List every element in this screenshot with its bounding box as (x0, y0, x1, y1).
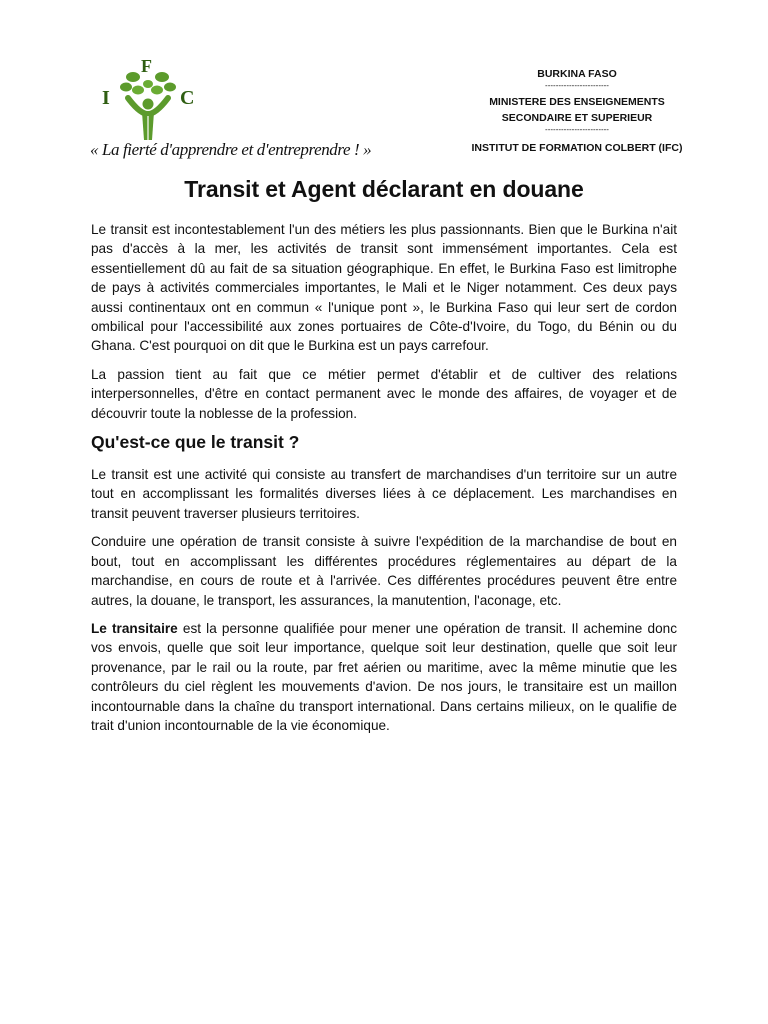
document-body (91, 220, 677, 744)
ministry-line-1: MINISTERE DES ENSEIGNEMENTS (489, 96, 665, 108)
ifc-logo (96, 54, 206, 144)
tree-logo-icon (96, 54, 206, 144)
logo-letter-f: F (141, 56, 152, 76)
institute-name: INSTITUT DE FORMATION COLBERT (IFC) (471, 142, 683, 154)
logo-letter-c: C (180, 87, 195, 109)
paragraph-definition: Le transit est une activité qui consiste au transfert de marchandises d'un territoire sur un autre tout en accomplissant les formalités diverses liées à ce déplacement. Les marchandises en transit peuvent traverser plusieurs territoires. (91, 467, 677, 521)
document-title: Transit et Agent déclarant en douane (184, 176, 584, 202)
ministry-header (452, 66, 702, 156)
paragraph-transitaire (91, 619, 677, 735)
institute-motto: « La fierté d'apprendre et d'entreprendre ! » (90, 140, 372, 159)
paragraph-operation: Conduire une opération de transit consiste à suivre l'expédition de la marchandise de bout en bout, tout en accomplissant les différentes procédures réglementaires au départ de la marchandise, en cours de route et à l'arrivée. Ces différentes procédures peuvent être entre autres, la douane, le transport, les assurances, la manutention, l'aconage, etc. (91, 534, 677, 608)
header-separator: ------------------------ (545, 81, 609, 90)
country-name: BURKINA FASO (537, 68, 617, 80)
paragraph-intro: Le transit est incontestablement l'un des métiers les plus passionnants. Bien que le Burkina n'ait pas d'accès à la mer, les activités de transit sont immensément importantes. Cela est essentiellement dû au fait de sa situation géographique. En effet, le Burkina Faso est limitrophe de pays à activités commerciales importantes, le Mali et le Niger notamment. Ces deux pays aussi continentaux ont en commun « l'unique pont », le Burkina Faso qui leur sert de cordon ombilical pour l'accessibilité aux zones portuaires de Côte-d'Ivoire, du Togo, du Bénin ou du Ghana. C'est pourquoi on dit que le Burkina est un pays carrefour. (91, 222, 677, 354)
paragraph-passion: La passion tient au fait que ce métier permet d'établir et de cultiver des relations interpersonnelles, d'être en contact permanent avec le monde des affaires, de voyager et de découvrir toute la noblesse de la profession. (91, 366, 677, 421)
term-transitaire: Le transitaire (91, 620, 178, 636)
paragraph-transitaire-text: est la personne qualifiée pour mener une opération de transit. Il achemine donc vos envois, quelle que soit leur importance, quelque soit leur destination, quelle que soit leur provenance, par le rail ou la route, par fret aérien ou maritime, avec la même minutie que les contrôleurs du ciel règlent les mouvements d'avion. De nos jours, le transitaire est un maillon incontournable dans la chaîne du transport international. Dans certains milieux, on le qualifie de trait d'union incontournable de la vie économique. (91, 620, 677, 733)
section-heading: Qu'est-ce que le transit ? (91, 432, 300, 453)
header-separator: ------------------------ (545, 125, 609, 134)
logo-letter-i: I (102, 87, 110, 109)
ministry-line-2: SECONDAIRE ET SUPERIEUR (501, 112, 653, 124)
